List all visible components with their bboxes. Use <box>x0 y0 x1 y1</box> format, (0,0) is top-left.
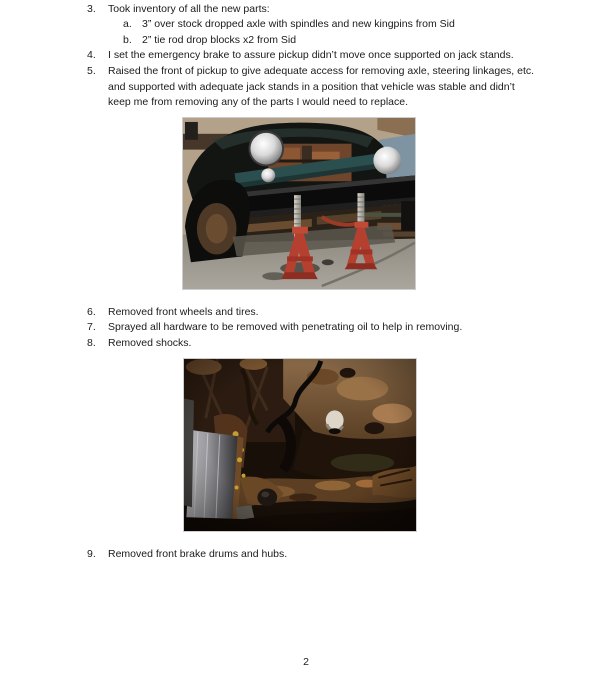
list-item-marker: 8. <box>87 337 96 349</box>
list-item <box>0 336 612 352</box>
list-item-marker: b. <box>123 34 132 46</box>
list-item <box>0 33 612 49</box>
list-item-text: Sprayed all hardware to be removed with penetrating oil to help in removing. <box>108 321 463 333</box>
photo-truck-on-jack-stands <box>182 117 416 290</box>
list-item-text: I set the emergency brake to assure pickup didn’t move once supported on jack stands. <box>108 49 514 61</box>
page-number: 2 <box>303 656 309 668</box>
list-item-marker: 9. <box>87 548 96 560</box>
list-item <box>0 48 612 64</box>
list-item <box>0 64 612 111</box>
photo-axle-illustration <box>184 359 416 531</box>
list-item <box>0 320 612 336</box>
list-item-text: Removed front wheels and tires. <box>108 306 259 318</box>
list-item-text: Removed shocks. <box>108 337 192 349</box>
photo-front-axle-underside <box>183 358 417 532</box>
list-item-marker: a. <box>123 18 132 30</box>
photo-truck-illustration <box>183 118 415 289</box>
list-item <box>0 547 612 563</box>
list-item-marker: 6. <box>87 306 96 318</box>
list-item <box>0 17 612 33</box>
list-item <box>0 2 612 18</box>
list-item <box>0 305 612 321</box>
list-item-marker: 7. <box>87 321 96 333</box>
list-item-text: 3” over stock dropped axle with spindles and new kingpins from Sid <box>142 18 455 30</box>
list-item-text: Raised the front of pickup to give adequate access for removing axle, steering linkages, etc. and supported with adequate jack stands in a position that vehicle was stable and didn’t keep me from removing any of the parts I would need to replace. <box>108 65 535 109</box>
list-item-text: 2” tie rod drop blocks x2 from Sid <box>142 34 297 46</box>
list-item-marker: 3. <box>87 3 96 15</box>
list-item-marker: 4. <box>87 49 96 61</box>
list-item-marker: 5. <box>87 65 96 77</box>
list-item-text: Removed front brake drums and hubs. <box>108 548 288 560</box>
list-item-text: Took inventory of all the new parts: <box>108 3 270 15</box>
